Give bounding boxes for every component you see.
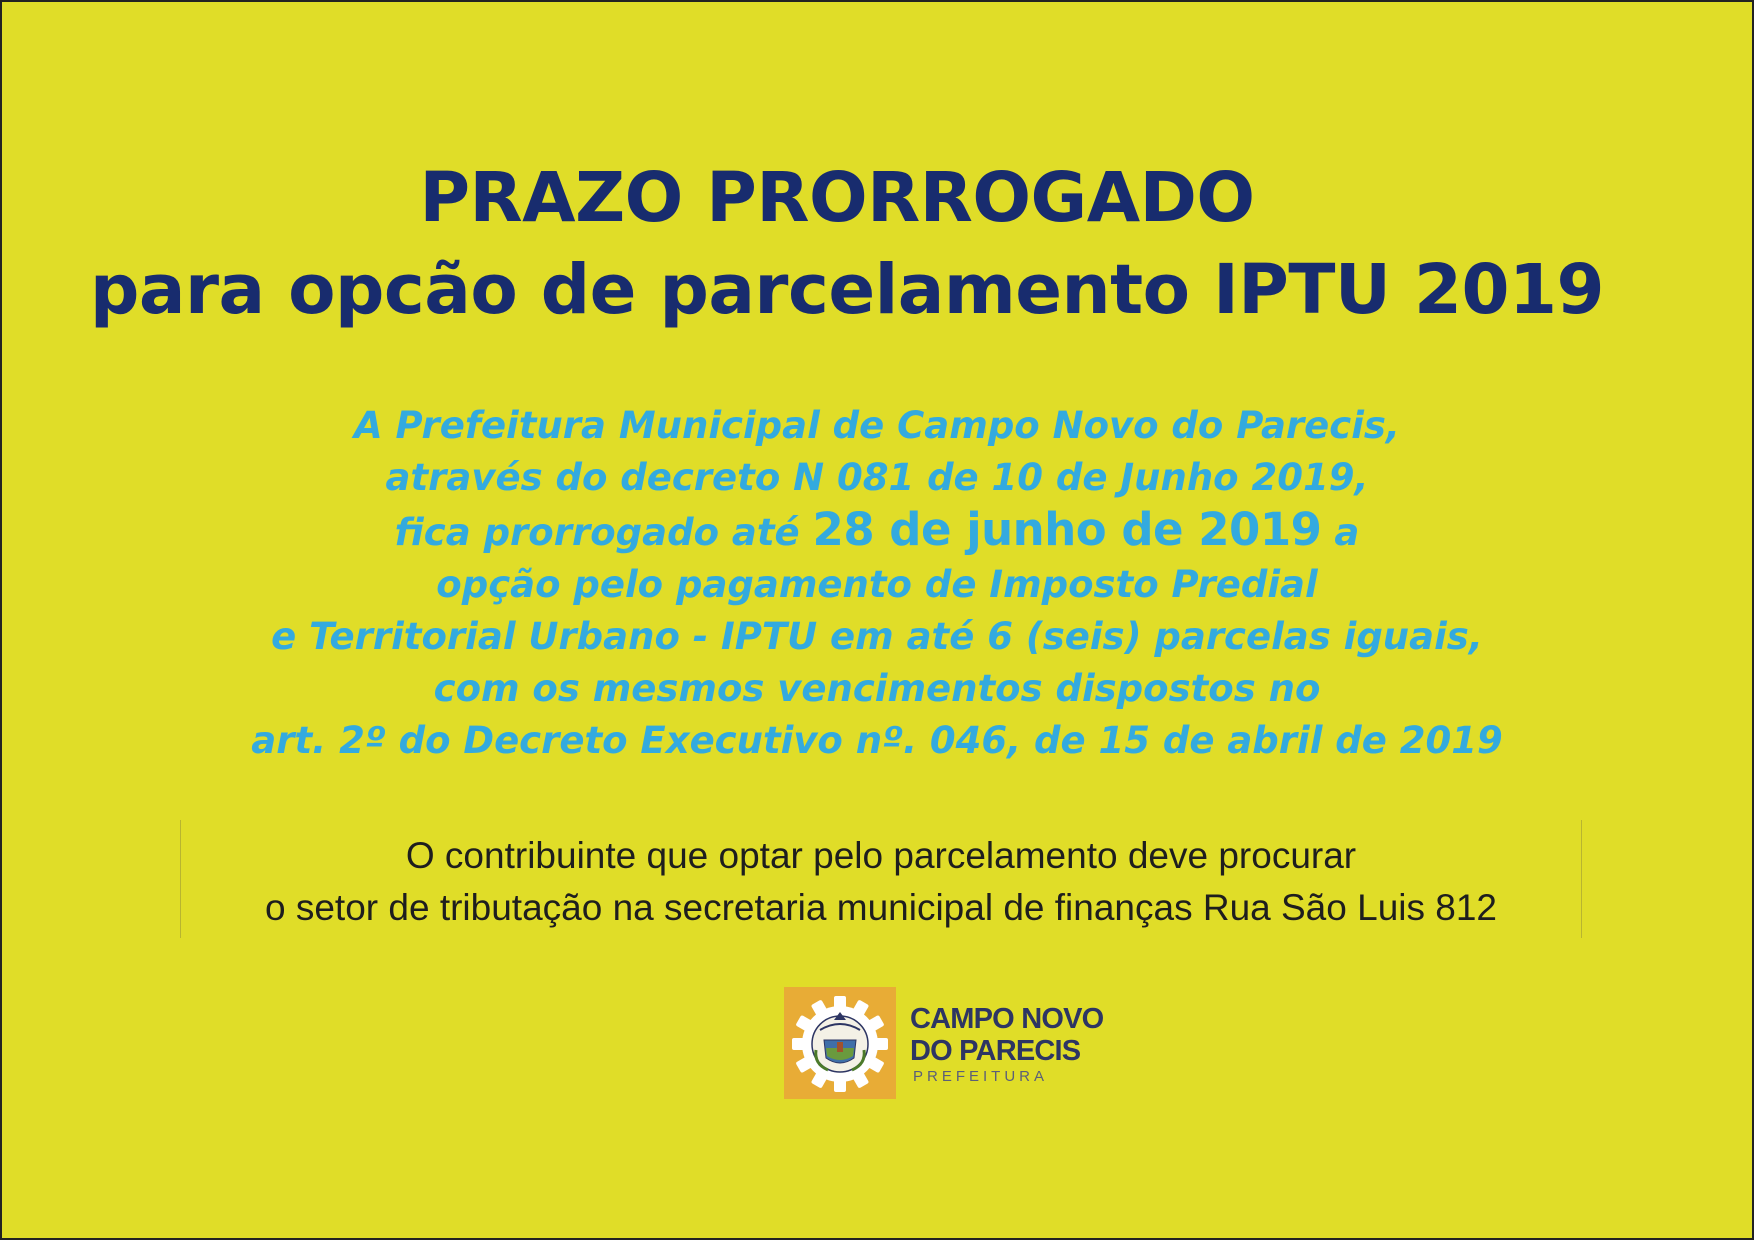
prefeitura-logo [784,987,1104,1099]
contact-note [180,820,1582,938]
announcement-line-1: A Prefeitura Municipal de Campo Novo do Parecis, [354,404,1400,447]
announcement-line-7: art. 2º do Decreto Executivo nº. 046, de 15 de abril de 2019 [251,719,1503,762]
municipal-seal-icon [784,987,896,1099]
title-line-1: PRAZO PRORROGADO [419,158,1255,238]
deadline-date: 28 de junho de 2019 [812,503,1322,556]
announcement-line-3-start: fica prorrogado até [394,511,813,554]
logo-line-1: CAMPO NOVO [910,1003,1104,1035]
logo-line-2: DO PARECIS [910,1035,1081,1067]
announcement-line-2: através do decreto N 081 de 10 de Junho 2019, [385,456,1369,499]
announcement-line-5: e Territorial Urbano - IPTU em até 6 (seis) parcelas iguais, [271,615,1483,658]
contact-note-line-1: O contribuinte que optar pelo parcelamento deve procurar [405,835,1357,876]
title-line-2: para opcão de parcelamento IPTU 2019 [90,250,1604,330]
logo-wordmark [910,1003,1103,1087]
contact-note-line-2: o setor de tributação na secretaria municipal de finanças Rua São Luis 812 [264,887,1498,928]
announcement-text [2,400,1752,767]
announcement-line-3-end: a [1321,511,1360,554]
logo-line-3: PREFEITURA [913,1068,1049,1085]
announcement-line-4: opção pelo pagamento de Imposto Predial [436,563,1318,606]
announcement-line-6: com os mesmos vencimentos dispostos no [433,667,1321,710]
announcement-line-3 [2,504,1752,559]
